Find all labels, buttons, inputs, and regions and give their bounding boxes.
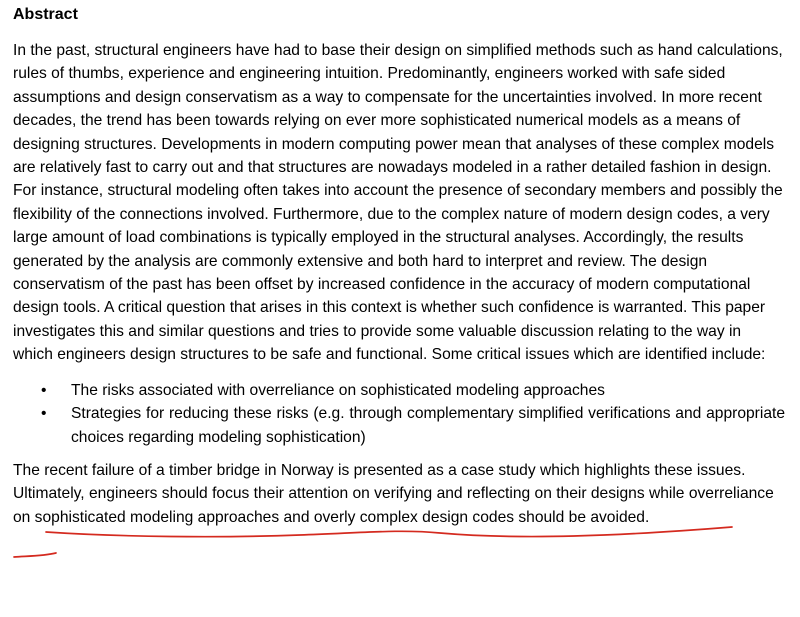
abstract-heading: Abstract — [13, 6, 78, 23]
bullet-icon: • — [41, 381, 47, 399]
list-item — [13, 379, 785, 402]
red-underline-stroke — [14, 553, 56, 557]
abstract-body: In the past, structural engineers have had to base their design on simplified methods such as hand calculations, rules of thumbs, experience and engineering intuition. Predominantly, engineers worked with safe sided assumptions and design conservatism as a way to compensate for the uncertainties involved. In more recent decades, the trend has been towards relying on ever more sophisticated numerical models as a means of designing structures. Developments in modern computing power mean that analyses of these complex models are relatively fast to carry out and that structures are nowadays modeled in a rather detailed fashion in design. For instance, structural modeling often takes into account the presence of secondary members and possibly the flexibility of the connections involved. Furthermore, due to the complex nature of modern design codes, a very large amount of load combinations is typically employed in the structural analyses. Accordingly, the results generated by the analysis are commonly extensive and both hard to interpret and review. The design conservatism of the past has been offset by increased confidence in the accuracy of modern computational design tools. A critical question that arises in this context is whether such confidence is warranted. This paper investigates this and similar questions and tries to provide some valuable discussion relating to the way in which engineers design structures to be safe and functional. Some critical issues which are identified include: — [13, 42, 783, 364]
list-item-text: The risks associated with overreliance on sophisticated modeling approaches — [71, 381, 605, 399]
issues-list — [13, 379, 785, 449]
abstract-page — [13, 4, 785, 529]
abstract-conclusion: The recent failure of a timber bridge in Norway is presented as a case study which highlights these issues. Ultimately, engineers should focus their attention on verifying and reflecting on their designs while overreliance on sophisticated modeling approaches and overly complex design codes should be avoided. — [13, 461, 774, 526]
bullet-icon: • — [41, 405, 47, 423]
list-item-text: Strategies for reducing these risks (e.g. through complementary simplified verifications and appropriate choices regarding modeling sophistication) — [71, 405, 785, 446]
list-item — [13, 402, 785, 449]
